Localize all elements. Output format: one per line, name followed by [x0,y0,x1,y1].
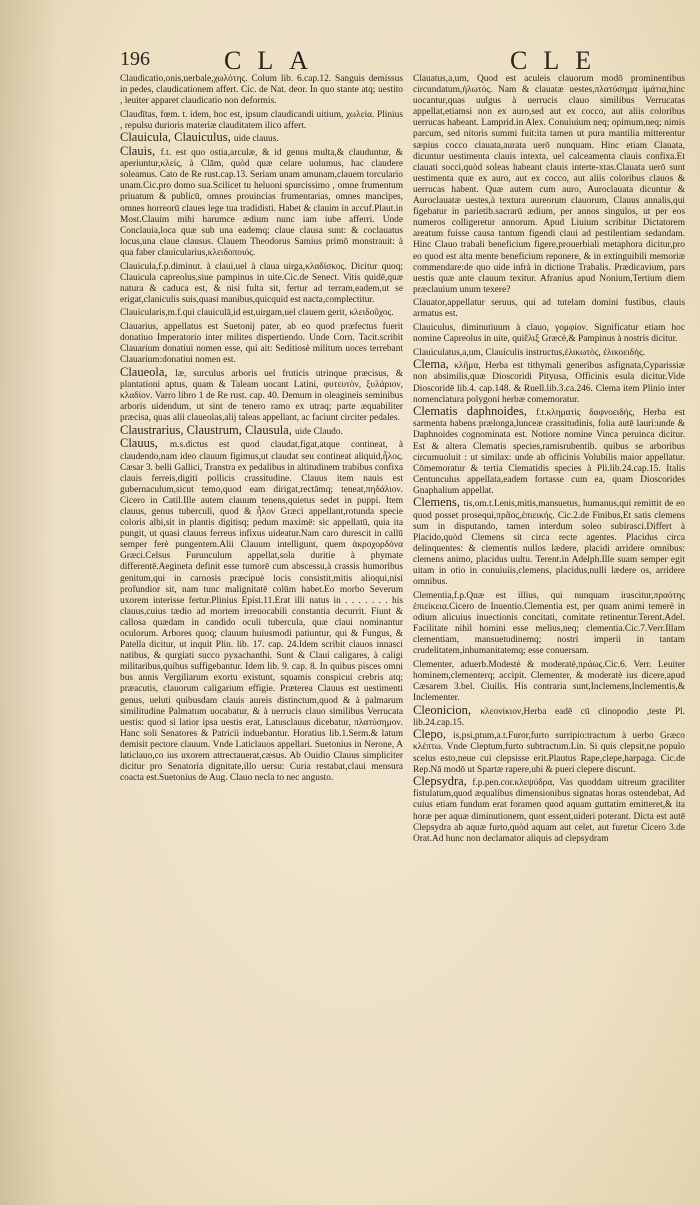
dictionary-entry [413,702,685,729]
running-head-left: CLA [224,46,324,75]
entry-text: f.t.κληματὶς δαφνοειδής, Herba est sarmenta habens prælonga,lunceæ crassitudinis, folia autē lauri:unde & Daphnoides cognominata est. Notiore nomine Vinca peruinca dicitur. Est & altera Clematis species,ramisrubentib. quibus se arboribus circumuoluit : ut similax: unde ab officinis Volubilis maior appellatur. Cōmemoratur & tertia Clematidis species à Pli.lib.24.cap.15. Italis Centunculus appellata,eadem fortasse cum ea, quam Dioscorides Gnaphalium appellat. [413,408,686,496]
dictionary-entry [120,72,403,107]
entry-text: Clauarius, appellatus est Suetonij pater, ab eo quod præfectus fuerit donatiuo Imperatorio inter milites dispertiendo. Unde Corn. Tacit.scribit Clauarium donatiui nomen esse, qui ait: Seditiosè militum uoces terrebant Clauarium:donatiui nomen est. [120,321,403,366]
dictionary-entry [120,132,403,145]
entry-text: Claudītas, fœm. t. idem, hoc est, ipsum claudicandi uitium, χωλεία. Plinius , repulsu durioris materiæ clauditatem ilico affert. [120,109,403,131]
entry-text: Clementer, aduerb.Modestè & moderatè,πράως.Cic.6. Verr. Leuiter hominem,clementerq; accipit. Clementer, & moderatè ius dicere,apud Cæsarem 3.bel. Ciuilis. His contraria sunt,Inclemens,Inclementis,& Inclementer. [413,659,685,704]
dictionary-entry [120,364,403,424]
dictionary-entry [413,72,685,296]
left-column [120,72,403,785]
entry-text: f.t. est quo ostia,arculæ, & id genus multa,& clauduntur, & aperiuntur,κλείς, à Clām, quòd quæ celare uolumus, hac claudere soleamus. Cato de Re rust.cap.13. Seriam unam amunam,clauem torculario unam.Cic.pro domo sua.Scilicet tu heluoni spurcissimo , omne frumentum priuatum & publicū, omnes prouincias frumentarias, omnes mancipes, omnes horreorū claues lege tua tradidisti. Habet & clauim in accuf.Plaut.in Most.Clauim mihi harumce ædium nunc iam iube afferri. Unde Conclauia,loca quæ sub una eademq; claue clausa sunt: & coclauatus locus,una claue clausus. Clauem Theodorus Samius primō monstrauit: à qua faber clauicularius,κλειδοποιός. [120,148,403,258]
entry-headword: Claustrarius, Claustrum, Clausula, [120,422,295,437]
dictionary-entry [120,306,403,319]
entry-text: Clauator,appellatur seruus, qui ad tutelam domini fustibus, clauis armatus est. [413,298,685,320]
entry-text: Clementia,f.p.Quæ est illius, qui nunquam irascitur,πραότης ἐπιείκεια.Cicero de Inuentio.Clementia est, per quam animi temerè in odium alicuius inuectionis concitati, comitate retinentur.Terent.Adel. Facilitate nihil homini esse melius,neq; clementia.Cic.7.Verr.Illam clementiam, mansuetudinemq; nostri imperii in tantam crudelitatem,inhumanitatemq; esse conuersam. [413,590,685,657]
entry-headword: Clepsydra, [413,774,473,789]
dictionary-entry [413,406,685,497]
dictionary-entry [413,359,685,405]
dictionary-entry [120,146,403,259]
entry-text: Clauicularis,m.f.qui clauiculā,id est,uirgam,uel clauem gerit, κλειδοῦχος. [120,308,394,319]
gutter-shadow [0,0,60,1205]
entry-headword: Clemens, [413,495,464,510]
entry-text: uide clauus. [233,134,279,145]
entry-text: f.p.pen.cor.κλεψύδρα, Vas quoddam uitreum graciliter fistulatum,quod æqualibus dimensionibus signatas horas ostendebat, Ad cuius etiam fundum erat foramen quod aquam guttatim emitteret,& ita horæ per aquæ diminutionem, quot essent,uideri poterant. Dicta est autē Clepsydra ab aquæ furto,quòd aquam aut celet, aut furetur Cicero 3.de Orat.Ad hunc non declamator aliquis ad clepsydram [413,778,685,844]
entry-text: Claudicatio,onis,uerbale,χωλότης. Colum lib. 6.cap.12. Sanguis demissus in pedes, claudicationem affert. Cic. de Nat. deor. In quo stante atq; uestito , leuiter apparet claudicatio non deformis. [120,74,403,107]
right-column [413,72,685,845]
entry-headword: Clema, [413,357,455,372]
running-head-right: CLE [510,46,608,75]
entry-headword: Clauis, [120,144,161,159]
page-number: 196 [120,48,150,70]
entry-text: Clauiculatus,a,um, Clauiculis instructus,ἐλικωτὸς, ἐλικοειδής. [413,347,646,358]
dictionary-entry [413,296,685,320]
dictionary-entry [413,776,685,845]
dictionary-entry [413,321,685,345]
entry-text: uide Claudo. [294,426,343,437]
entry-headword: Claueola, [120,364,176,379]
entry-text: is,psi,ptum,a.t.Furor,furto surripio:tractum à uerbo Græco κλέπτω. Vnde Cleptum,furto subtractum.Lin. Si quis clepsit,ne populo scelus esto,neue cui clepsisse erit.Plautus Rape,clepe,harpaga. Cic.de Rep.Nā modō ut Spartæ rapere,ubi & pueri clepere discunt. [413,731,685,775]
dictionary-entry [120,320,403,366]
entry-text: κλῆμα, Herba est tithymali generibus asfignata,Cyparissiæ non absimilis,quæ Dioscoridi Pityusa, Officinis esula dicitur.Vide Dioscoridē lib.4. cap.148. & Ruell.lib.3.ca.246. Clema item Plinio inter nomenclatura polygoni herbæ comemoratur. [413,361,685,405]
entry-text: m.s.dictus est quod claudat,figat,atque contineat, à claudendo,nam ideo clauum figimus,ut claudat seu contineat aliquid,ἧλος. Cæsar 3. belli Gallici, Transtra ex pedalibus in altitudinem trabibus confixa clauis ferreis,digiti pollicis crassitudine. Clauus item nauis est gubernaculum,sicut temo,quod eam dirigat,rectāmq; teneat,πηδάλιον. Cicero in Catil.Ille autem clauum tenens,quietus sedet in puppi. Item clauus, genus tuberculi, quod & ἧλον Græci appellant,rotunda specie coloris albi,sit in plantis digitisq; pedum maximē: sic appellatū, quia ita pungit, ut quasi clauus ferreus infixus uideatur.Nam caro durescit in callū semper ferè pungentem.Alii Clauum intelligunt, quem ἀκροχορδόνα Græci.Celsus Furunculum appellat,sola duritie à phymate differentē.Aegineta definit esse tumorē cum abscessu,à crassis humoribus genitum,qui in carnosis præcipuè locis consistit,mitis alioqui,nisi profundior sit, nam tunc malignitatē colūm habet.Eo morbo Severum uxorem interisse fertur.Plinius Epist.11.Erat illi natus in . . . . . . . his clauus,cuius tædio ad mortem irreuocabili constantia decurrit. Fiunt & callosa quædam in candido oculi tubercula, quæ claui nominantur oculorum. Arbores quoq; clauum huiusmodi patiuntur, qui & Fungus, & Patella dicitur, ut inquit Plin. lib. 17. cap. 24.Idem scribit clauos innasci natibus, & qurgiati succo pyxachanthi. Sunt & Claui caligares, à caligi militaribus,quibus suffigebantur. Idem lib. 9. cap. 8. In quibus pisces omni bus annis Vergiliarum exortu existunt, squamis conspicui crebris atq; præacutis, clauorum caligarium effigie. Præterea Clauus est uestimenti genus, ueluti quibusdam clauis aureis distinctum,quod & à palmarum similitudine Palmatum uocabatur, & à uerrucis clauo similibus Verrucata uestis: quod si latior ipsa uestis erat, Latusclauus dicebatur, πλατύσημον. Hanc soli Senatores & Patricii induebantur. Horatius lib.1.Serm.& latum demisit pectore clauum. Vnde Laticlauos appellari. Suetonius in Nerone, A laticlauo,co ius uxorem attrectauerat,cæsus. Ab Ouidio Clauus simpliciter dicitur pro Senatoria dignitate,illo uersu: Curia restabat,claui mensura coacta est.Suetonius de Aug. Clauo necla to nec angusto. [120,440,403,784]
entry-headword: Clauicula, Clauiculus, [120,130,234,145]
entry-text: tis,om.t.Lenis,mitis,mansuetus, humanus,qui remittit de eo quod posset prosequi,πρᾶος,ἐπιεικής. Cic.2.de Finibus,Et satis clemens sum in disputando, tamen interdum soleo subirasci.Differt à Placido,quòd Clemens sit circa recte agentes. Placidus circa delinquentes: & clementis nullos lædere, placidi arridere omnibus: clemens animo, placidus uultu. Terent.in Adelph.Ille suam semper egit uitam in otio in conuiuiis,clemens, placidus,nulli lædere os, arridere omnibus. [413,499,685,588]
entry-text: Clauatus,a,um, Quod est aculeis clauorum modō prominentibus circundatum,ἡλωτός. Nam & clauatæ uestes,πλατύσημα ἱμάτια,hinc uocantur,quas uulgus à uerrucis clauo similibus Verrucatas appellat,etiamsi non ex auro,sed aut ex cocco, aut aliis coloribus uerrucas habeant. Lamprid.in Alex. Conuiuium neq; opimum,neq; nimis parcum, sed nitoris summi fuit:ita tamen ut pura mantilia mitterentur sæpius cocco clauata,aurata uerō nunquam. Hinc etiam Clauata, dicuntur uestimenta clauis intexta, uel calceamenta clauis confixa.Et clauati socci,quòd soleas habeant clauis interte-xtas.Clauata uerō sunt uestimenta quæ ex auro, aut ex cocco, aut aliis coloribus clauos & uerrucas habent. Quæ autem cum auro, Auroclauata dicuntur & Auroclauatæ uestes,à textura aureorum clauorum, Clauus annalis,qui figebatur in parietib.sacrarū ædium, per annos singulos, ut per eos numeros colligeretur annorum. Apud Liuium scribitur Dictatorem areatum fuisse causa tantum figendi claui ad pestilentiam sedandam. Hinc Clauo trabali beneficium figere,prouerbiali metaphora dicitur,pro eo quod est alta mente beneficium reponere, & in extinguibili memoriæ commendare:de quo uide infrà in dictione Trabalis. Prædicavium, pars uestis quæ ante clauum texitur. Afranius apud Nonium,Tertium diem præclauium unum texere? [413,74,685,295]
dictionary-entry [120,260,403,306]
dictionary-entry [120,438,403,784]
dictionary-entry [413,589,685,658]
dictionary-entry [413,729,685,775]
entry-text: læ, surculus arboris uel fruticis utrinque præcisus, & plantationi aptus, quam & Taleam uocant Latini, φυτευτὸν, ξυλάριον, κλαδίον. Varro libro 1 de Re rust. cap. 40. Demum in oleagineis seminibus arboris uidendum, ut sint de tenero ramo ex utraq; parte æquabiliter præcisa, quas alii claueolas,alij taleas appellant, ac faciunt circiter pedales. [120,368,403,424]
entry-headword: Clematis daphnoides, [413,404,537,419]
dictionary-entry [413,497,685,588]
entry-headword: Cleonicion, [413,702,481,717]
dictionary-entry [413,658,685,704]
entry-text: Clauiculus, diminutiuum à clauo, γομφίον. Significatur etiam hoc nomine Capreolus in uite, quiἕλιξ Græcè,& Pampinus à nostris dicitur. [413,323,685,345]
entry-headword: Clepo, [413,727,454,742]
entry-text: κλεονίκιον,Herba eadē cū clinopodio ,teste Pl. lib.24.cap.15. [413,706,685,728]
entry-text: Clauicula,f.p.diminut. à claui,uel à claua uirga,κλαδίσκος. Dicitur quoq; Clauicula capreolus,siue pampinus in uite.Cic.de Senect. Vitis quidē,quæ natura & caduca est, & nisi fulta sit, fertur ad terram,eadem,ut se erigat,claniculis suis,quasi manibus,quicquid est nacta,complectitur. [120,261,403,305]
dictionary-entry [120,108,403,132]
entry-headword: Clauus, [120,436,170,451]
